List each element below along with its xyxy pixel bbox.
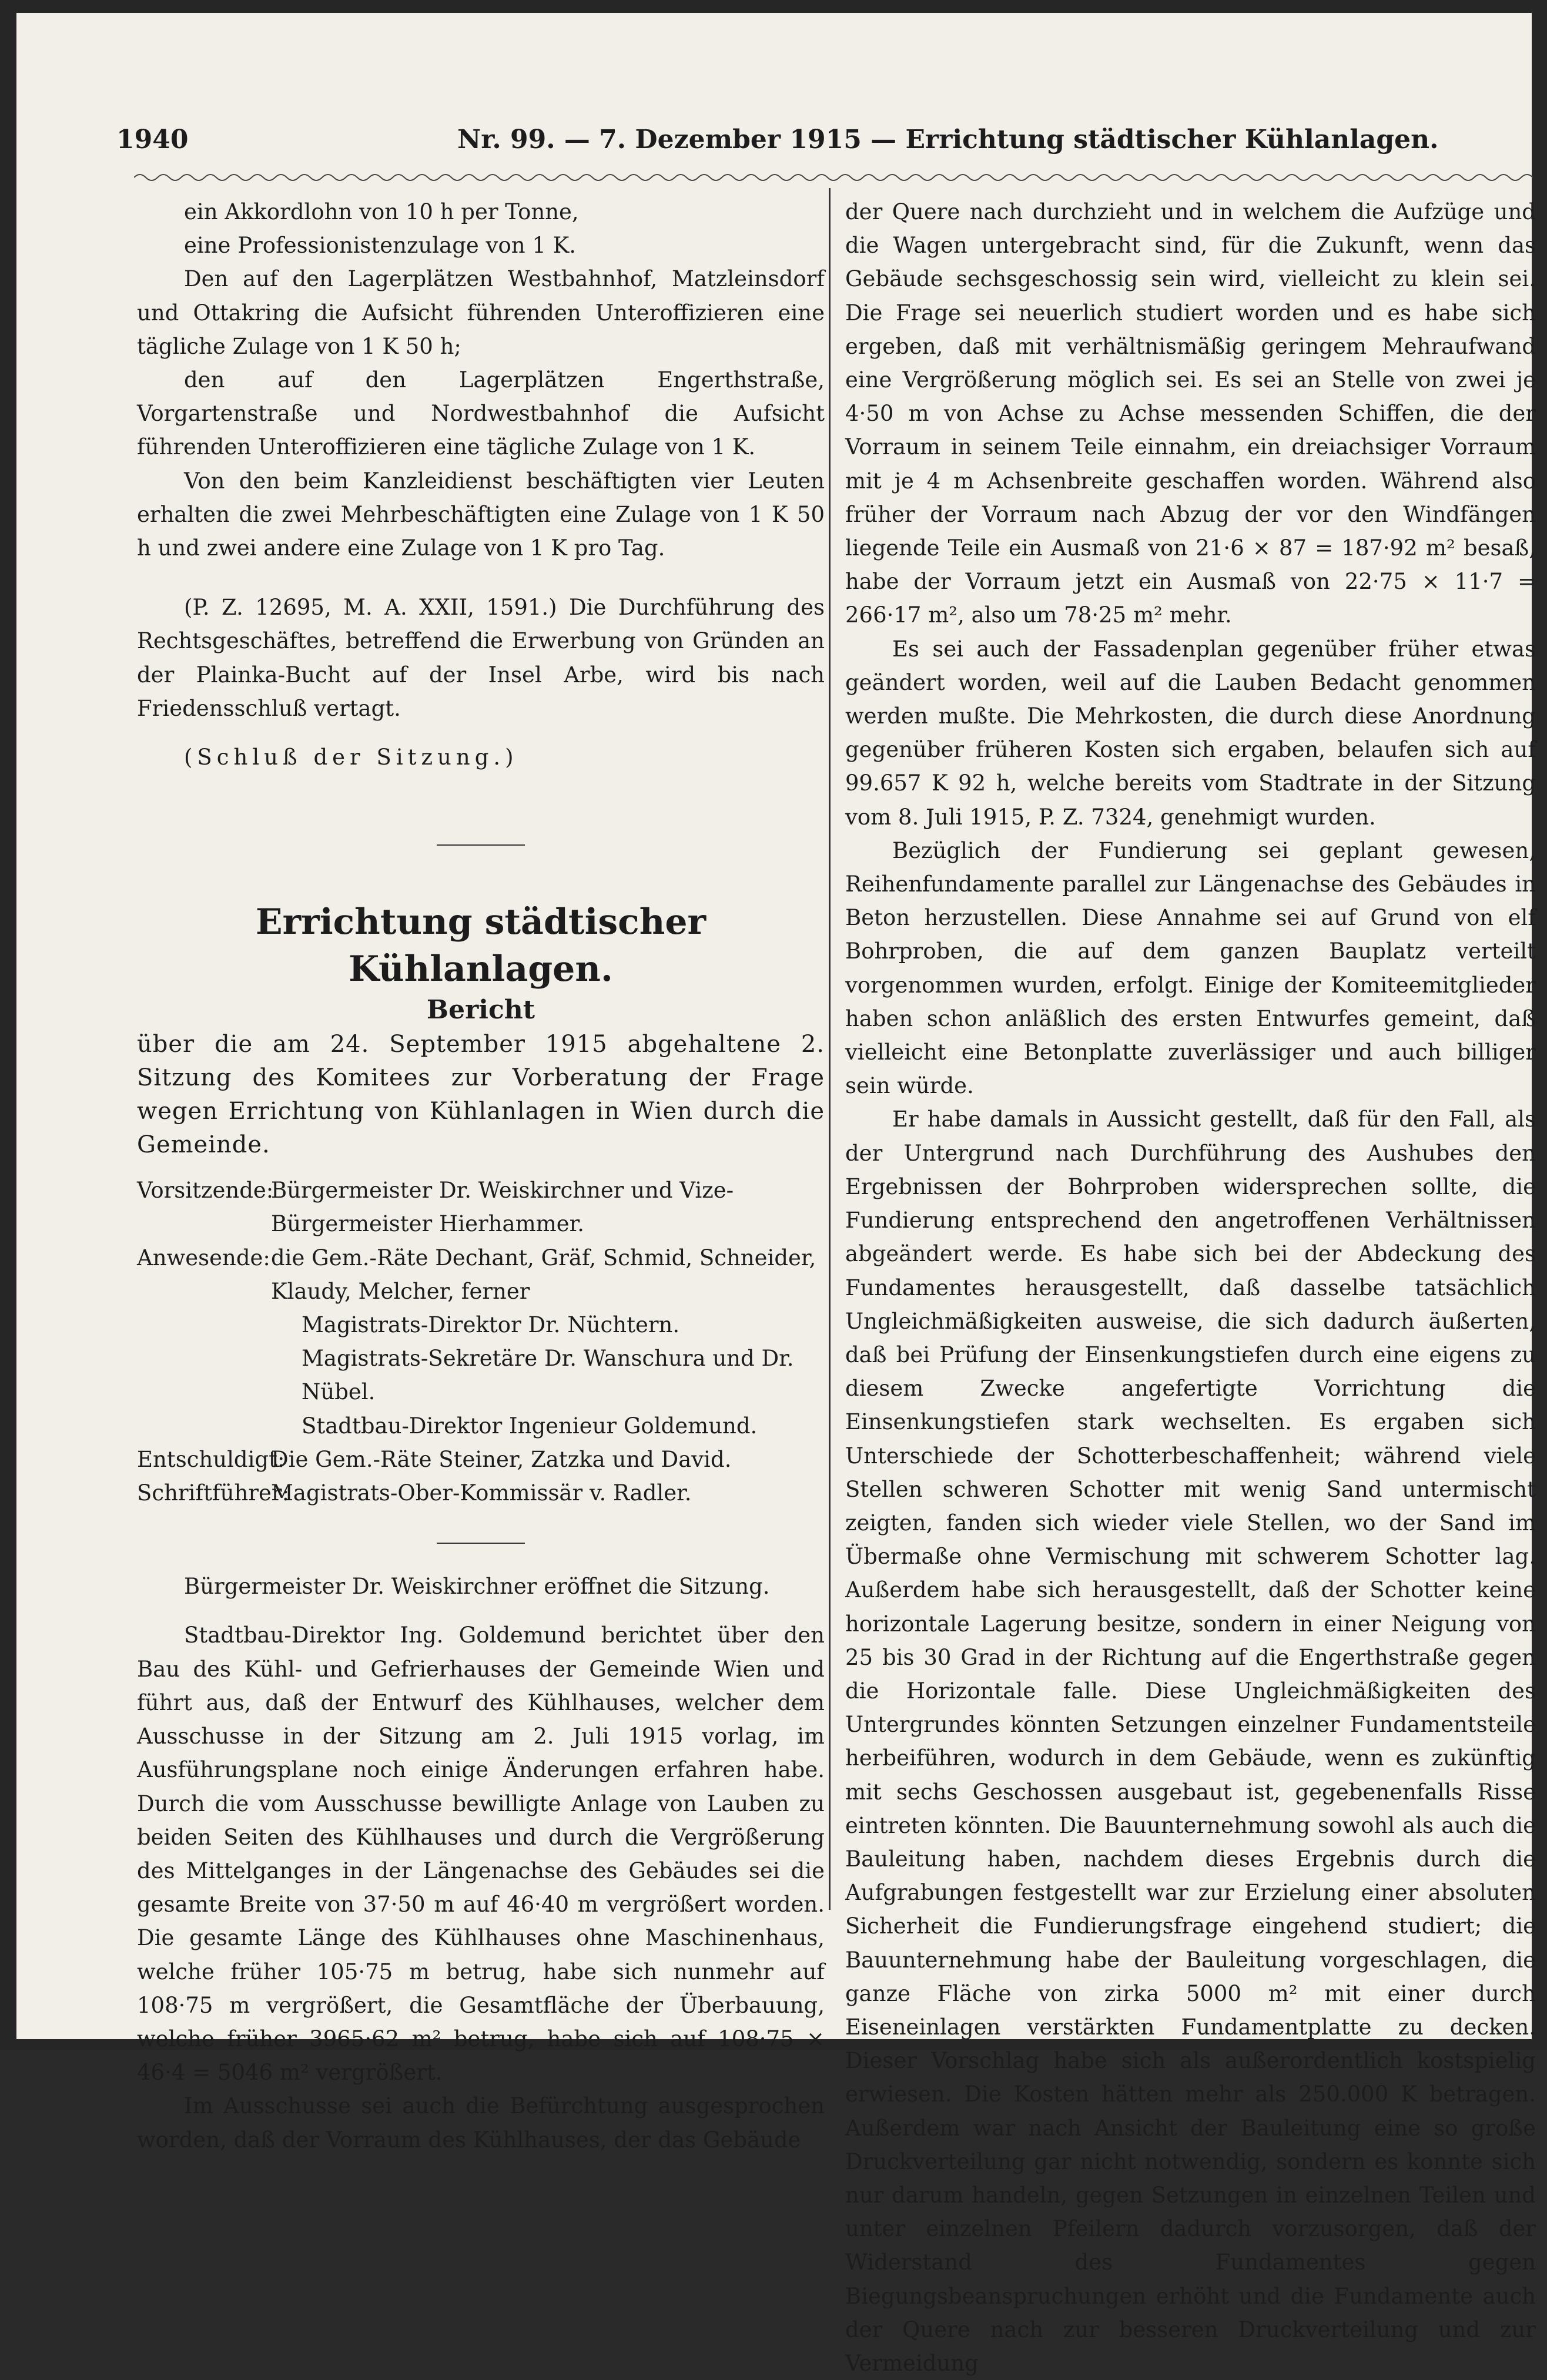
roster-value: Magistrats-Direktor Dr. Nüchtern. (302, 1312, 680, 1338)
paragraph: Von den beim Kanzleidienst beschäftigten vier Leuten erhalten die zwei Mehrbeschäftigten eine Zulage von 1 K 50 h und zwei andere eine Zulage von 1 K pro Tag. (137, 468, 825, 561)
roster-value: Magistrats-Ober-Kommissär v. Radler. (271, 1480, 692, 1506)
roster-value: Stadtbau-Direktor Ingenieur Goldemund. (302, 1413, 758, 1439)
column-rule (829, 188, 831, 1910)
paragraph: eine Professionistenzulage von 1 K. (184, 233, 577, 259)
paragraph: Den auf den Lagerplätzen Westbahnhof, Matzleinsdorf und Ottakring die Aufsicht führenden Unteroffizieren eine tägliche Zulage von 1 K 50 h; (137, 266, 825, 359)
article-subtitle: Bericht (426, 995, 535, 1025)
roster-label: Anwesende: (137, 1245, 270, 1271)
roster-label: Vorsitzende: (137, 1178, 274, 1204)
paragraph: (P. Z. 12695, M. A. XXII, 1591.) Die Durchführung des Rechtsgeschäftes, betreffend die Erwerbung von Gründen an der Plainka-Bucht auf der Insel Arbe, wird bis nach Friedensschluß vertagt. (137, 595, 825, 721)
roster-label: Entschuldigt: (137, 1446, 285, 1472)
roster-value: Magistrats-Sekretäre Dr. Wanschura und Dr. Nübel. (302, 1346, 794, 1405)
running-head: Nr. 99. — 7. Dezember 1915 — Errichtung städtischer Kühlanlagen. (457, 125, 1439, 155)
opening-line: Bürgermeister Dr. Weiskirchner eröffnet die Sitzung. (184, 1574, 770, 1600)
paragraph: Bezüglich der Fundierung sei geplant gewesen, Reihenfundamente parallel zur Längenachse des Gebäudes in Beton herzustellen. Diese Annahme sei auf Grund von elf Bohrproben, die auf dem ganzen Bauplatz verteilt vorgenommen wurden, erfolgt. Einige der Komiteemitglieder haben schon anläßlich des ersten Entwurfes gemeint, daß vielleicht eine Betonplatte zuverlässiger und auch billiger sein würde. (845, 837, 1536, 1099)
attendance-list (137, 1174, 825, 1510)
closing-note: (Schluß der Sitzung.) (184, 745, 518, 770)
paragraph: Im Ausschusse sei auch die Befürchtung ausgesprochen worden, daß der Vorraum des Kühlhauses, der das Gebäude (137, 2093, 825, 2153)
wavy-divider (134, 170, 1533, 185)
roster-value: Die Gem.-Räte Steiner, Zatzka und David. (271, 1446, 732, 1472)
left-column (137, 195, 825, 2157)
article-title: Errichtung städtischer Kühlanlagen. (255, 901, 706, 990)
roster-value: die Gem.-Räte Dechant, Gräf, Schmid, Schneider, Klaudy, Melcher, ferner (271, 1245, 816, 1304)
right-column (845, 195, 1536, 2380)
intro-paragraph: über die am 24. September 1915 abgehaltene 2. Sitzung des Komitees zur Vorberatung der Frage wegen Errichtung von Kühlanlagen in Wien durch die Gemeinde. (137, 1031, 825, 1159)
roster-value: Bürgermeister Dr. Weiskirchner und Vize-Bürgermeister Hierhammer. (271, 1178, 734, 1237)
paragraph: den auf den Lagerplätzen Engerthstraße, Vorgartenstraße und Nordwestbahnhof die Aufsicht führenden Unteroffizieren eine tägliche Zulage von 1 K. (137, 367, 825, 460)
paragraph: der Quere nach durchzieht und in welchem die Aufzüge und die Wagen untergebracht sind, für die Zukunft, wenn das Gebäude sechsgeschossig sein wird, vielleicht zu klein sei. Die Frage sei neuerlich studiert worden und es habe sich ergeben, daß mit verhältnismäßig geringem Mehraufwand eine Vergrößerung möglich sei. Es sei an Stelle von zwei je 4·50 m von Achse zu Achse messenden Schiffen, die der Vorraum in seinem Teile einnahm, ein dreiachsiger Vorraum mit je 4 m Achsenbreite geschaffen worden. Während also früher der Vorraum nach Abzug der vor den Windfängen liegende Teile ein Ausmaß von 21·6 × 87 = 187·92 m² besaß, habe der Vorraum jetzt ein Ausmaß von 22·75 × 11·7 = 266·17 m², also um 78·25 m² mehr. (845, 199, 1536, 628)
paragraph: Es sei auch der Fassadenplan gegenüber früher etwas geändert worden, weil auf die Lauben Bedacht genommen werden mußte. Die Mehrkosten, die durch diese Anordnung gegenüber früheren Kosten sich ergaben, belaufen sich auf 99.657 K 92 h, welche bereits vom Stadtrate in der Sitzung vom 8. Juli 1915, P. Z. 7324, genehmigt wurden. (845, 636, 1536, 830)
paragraph: Er habe damals in Aussicht gestellt, daß für den Fall, als der Untergrund nach Durchführung des Aushubes den Ergebnissen der Bohrproben widersprechen sollte, die Fundierung entsprechend den angetroffenen Verhältnissen abgeändert werde. Es habe sich bei der Abdeckung des Fundamentes herausgestellt, daß dasselbe tatsächlich Ungleichmäßigkeiten ausweise, die sich dadurch äußerten, daß bei Prüfung der Einsenkungstiefen durch eine eigens zu diesem Zwecke angefertigte Vorrichtung die Einsenkungstiefen stark wechselten. Es ergaben sich Unterschiede der Schotterbeschaffenheit; während viele Stellen schweren Schotter mit wenig Sand untermischt zeigten, fanden sich wieder viele Stellen, wo der Sand im Übermaße ohne Vermischung mit schwerem Schotter lag. Außerdem habe sich herausgestellt, daß der Schotter keine horizontale Lagerung besitze, sondern in einer Neigung von 25 bis 30 Grad in der Richtung auf die Engerthstraße gegen die Horizontale falle. Diese Ungleichmäßigkeiten des Untergrundes könnten Setzungen einzelner Fundamentsteile herbeiführen, wodurch in dem Gebäude, wenn es zukünftig mit sechs Geschossen ausgebaut ist, gegebenenfalls Risse eintreten könnten. Die Bauunternehmung sowohl als auch die Bauleitung haben, nachdem dieses Ergebnis durch die Aufgrabungen festgestellt war zur Erzielung einer absoluten Sicherheit die Fundierungsfrage eingehend studiert; die Bauunternehmung habe der Bauleitung vorgeschlagen, die ganze Fläche von zirka 5000 m² mit einer durch Eiseneinlagen verstärkten Fundamentplatte zu decken. Dieser Vorschlag habe sich als außerordentlich kostspielig erwiesen. Die Kosten hätten mehr als 250.000 K betragen. Außerdem war nach Ansicht der Bauleitung eine so große Druckverteilung gar nicht notwendig, sondern es konnte sich nur darum handeln, gegen Setzungen in einzelnen Teilen und unter einzelnen Pfeilern dadurch vorzusorgen, daß der Widerstand des Fundamentes gegen Biegungsbeanspruchungen erhöht und die Fundamente auch der Quere nach zur besseren Druckverteilung und zur Vermeidung (845, 1107, 1536, 2376)
roster-label: Schriftführer: (137, 1480, 290, 1506)
page-number: 1940 (116, 125, 189, 155)
paragraph: ein Akkordlohn von 10 h per Tonne, (184, 199, 579, 224)
paragraph: Stadtbau-Direktor Ing. Goldemund berichtet über den Bau des Kühl- und Gefrierhauses der Gemeinde Wien und führt aus, daß der Entwurf des Kühlhauses, welcher dem Ausschusse in der Sitzung am 2. Juli 1915 vorlag, im Ausführungsplane noch einige Änderungen erfahren habe. Durch die vom Ausschusse bewilligte Anlage von Lauben zu beiden Seiten des Kühlhauses und durch die Vergrößerung des Mittelganges in der Längenachse des Gebäudes sei die gesamte Breite von 37·50 m auf 46·40 m vergrößert worden. Die gesamte Länge des Kühlhauses ohne Maschinenhaus, welche früher 105·75 m betrug, habe sich nunmehr auf 108·75 m vergrößert, die Gesamtfläche der Überbauung, welche früher 3965·62 m² betrug, habe sich auf 108·75 × 46·4 = 5046 m² vergrößert. (137, 1623, 825, 2086)
page-header (116, 113, 1468, 160)
